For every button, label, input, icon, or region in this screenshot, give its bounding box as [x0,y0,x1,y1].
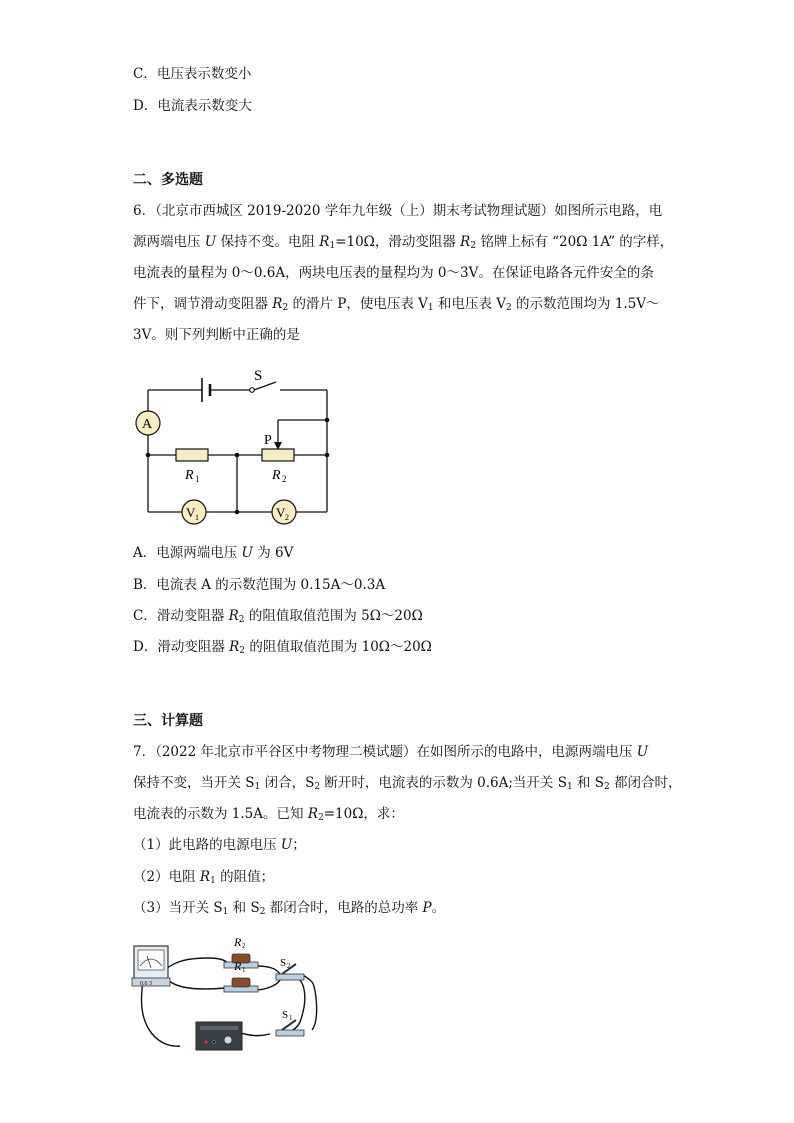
figure-r2-sub: 2 [242,942,246,950]
q6-circuit-diagram [130,360,345,530]
option-c-prev: C．电压表示数变小 [133,66,252,82]
figure-s2-label: S [280,957,287,969]
q7-subquestion-3: （3）当开关 $S_1$ 和 $S_2$ 都闭合时，电路的总功率 P。 [133,900,446,917]
section-title-calculation: 三、计算题 [133,713,203,729]
voltmeter-v1-label: V [186,505,196,520]
figure-s2-sub: 2 [287,962,291,970]
figure-s1-sub: 1 [289,1014,293,1022]
q6-text-line1: 6．（北京市西城区 2019-2020 学年九年级（上）期末考试物理试题）如图所示电路，电 [133,203,663,219]
q6-option-c: C．滑动变阻器 $R_2$ 的阻值取值范围为 5Ω～20Ω [133,608,423,625]
q6-text-line3: 电流表的量程为 0～0.6A，两块电压表的量程均为 0～3V。在保证电路各元件安全的条 [133,265,654,281]
section-title-multiple-choice: 二、多选题 [133,172,203,188]
q7-subquestion-2: （2）电阻 $R_1$ 的阻值； [133,869,275,886]
q6-option-b: B．电流表 A 的示数范围为 0.15A～0.3A [133,577,386,593]
ammeter-label: A [142,417,153,432]
voltmeter-v2-label: V [276,505,286,520]
slider-label-p: P [264,433,272,448]
figure-r1-sub: 1 [242,966,246,974]
option-d-prev: D．电流表示数变大 [133,98,252,114]
q7-circuit-figure [130,930,330,1055]
q7-subquestion-1: （1）此电路的电源电压 U； [133,837,306,853]
figure-s1-label: S [282,1009,289,1021]
resistor-r1-label: R [185,468,194,483]
figure-r2-label: R [234,935,242,949]
switch-label-s: S [254,368,263,384]
q7-text-line3: 电流表的示数为 1.5A。已知 $R_2=10\Omega$，求： [133,806,404,823]
q7-text-line2: 保持不变，当开关 $S_1$ 闭合，$S_2$ 断开时，电流表的示数为 0.6A;当开关 $S_1$ 和 $S_2$ 都闭合时， [133,775,682,792]
resistor-r2-label: R [272,468,281,483]
q6-text-line2: 源两端电压 U 保持不变。电阻 $R_1=10\Omega$，滑动变阻器 $R_2$ 铭牌上标有 “20Ω 1A” 的字样， [133,234,674,251]
q6-option-d: D．滑动变阻器 $R_2$ 的阻值取值范围为 10Ω～20Ω [133,639,432,656]
figure-r1-label: R [234,959,242,973]
resistor-r2-sub: 2 [282,474,287,484]
q6-option-a: A．电源两端电压 U 为 6V [133,545,294,561]
voltmeter-v1-sub: 1 [195,513,199,522]
q6-text-line5: 3V。则下列判断中正确的是 [133,327,300,343]
voltmeter-v2-sub: 2 [285,513,289,522]
q7-text-line1: 7．（2022 年北京市平谷区中考物理二模试题）在如图所示的电路中，电源两端电压 U [133,744,649,760]
resistor-r1-sub: 1 [195,474,200,484]
q6-text-line4: 件下，调节滑动变阻器 $R_2$ 的滑片 P，使电压表 $V_1$ 和电压表 $V_2$ 的示数范围均为 1.5V～ [133,296,660,313]
ammeter-scale-label: 0.6 3 [140,981,152,987]
